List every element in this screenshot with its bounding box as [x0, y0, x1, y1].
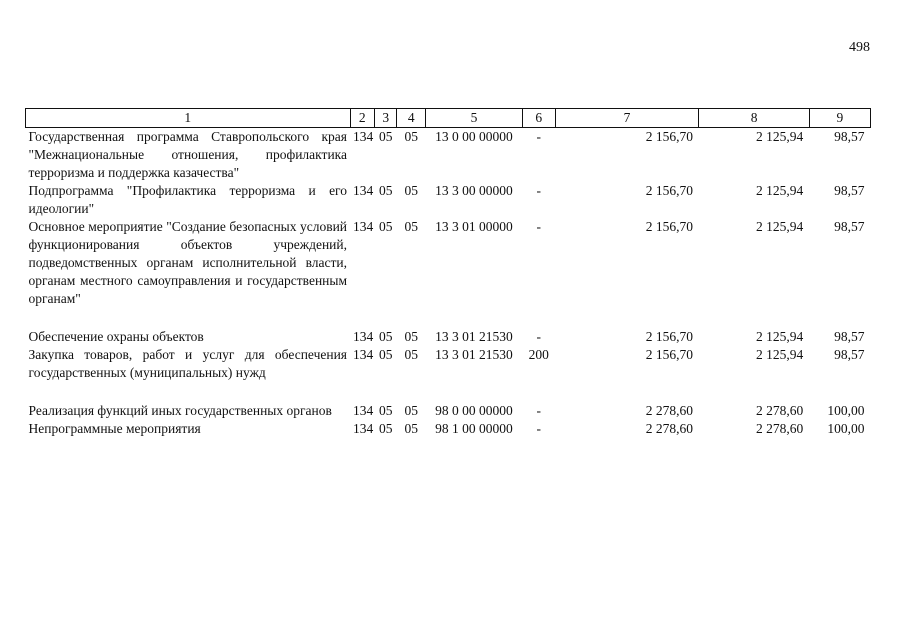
table-row: [26, 402, 871, 420]
row-target-article: 98 0 00 00000: [435, 403, 513, 418]
row-expense-type: -: [536, 129, 542, 144]
header-cell: 6: [522, 109, 555, 128]
row-subsection-code: 05: [404, 347, 418, 362]
row-actual: 2 278,60: [755, 421, 804, 436]
row-section-code: 05: [378, 347, 393, 362]
header-cell: 5: [426, 109, 523, 128]
table-row: [26, 420, 871, 438]
table-row: [26, 346, 871, 382]
row-expense-type: -: [536, 183, 542, 198]
row-subsection-code: 05: [404, 421, 418, 436]
row-planned: 2 156,70: [645, 219, 693, 234]
row-percent: 98,57: [834, 347, 865, 362]
header-cell: 1: [26, 109, 351, 128]
row-planned: 2 156,70: [645, 129, 693, 144]
row-expense-type: 200: [528, 347, 549, 362]
row-ministry-code: 134: [353, 219, 374, 234]
row-spacer: [26, 382, 871, 402]
row-subsection-code: 05: [404, 329, 418, 344]
row-percent: 98,57: [834, 219, 865, 234]
row-subsection-code: 05: [404, 403, 418, 418]
row-target-article: 13 3 01 21530: [435, 329, 513, 344]
row-expense-type: -: [536, 403, 542, 418]
row-spacer: [26, 308, 871, 328]
row-percent: 100,00: [827, 421, 865, 436]
row-actual: 2 125,94: [755, 183, 804, 198]
row-actual: 2 125,94: [755, 329, 804, 344]
row-actual: 2 125,94: [755, 347, 804, 362]
row-target-article: 13 3 01 00000: [435, 219, 513, 234]
row-actual: 2 278,60: [755, 403, 804, 418]
row-section-code: 05: [378, 403, 393, 418]
row-planned: 2 156,70: [645, 347, 693, 362]
row-target-article: 13 0 00 00000: [435, 129, 513, 144]
header-cell: 4: [397, 109, 426, 128]
header-row: [26, 109, 871, 128]
row-ministry-code: 134: [353, 129, 374, 144]
row-target-article: 98 1 00 00000: [435, 421, 513, 436]
header-cell: 9: [809, 109, 870, 128]
row-subsection-code: 05: [404, 183, 418, 198]
header-cell: 2: [350, 109, 374, 128]
row-planned: 2 278,60: [645, 421, 693, 436]
budget-table: [25, 108, 871, 438]
table-row: [26, 218, 871, 308]
row-ministry-code: 134: [353, 347, 374, 362]
row-percent: 98,57: [834, 129, 865, 144]
row-ministry-code: 134: [353, 183, 374, 198]
row-planned: 2 156,70: [645, 183, 693, 198]
row-section-code: 05: [378, 129, 393, 144]
row-subsection-code: 05: [404, 219, 418, 234]
row-planned: 2 278,60: [645, 403, 693, 418]
row-name: Подпрограмма "Профилактика терроризма и его идеологии": [28, 183, 348, 216]
header-cell: 7: [555, 109, 699, 128]
header-cell: 8: [699, 109, 809, 128]
row-planned: 2 156,70: [645, 329, 693, 344]
row-name: Обеспечение охраны объектов: [28, 329, 204, 344]
row-target-article: 13 3 00 00000: [435, 183, 513, 198]
row-section-code: 05: [378, 219, 393, 234]
row-name: Реализация функций иных государственных органов: [28, 403, 332, 418]
table-row: [26, 128, 871, 183]
row-section-code: 05: [378, 329, 393, 344]
row-target-article: 13 3 01 21530: [435, 347, 513, 362]
page-number: 498: [849, 40, 870, 55]
row-percent: 98,57: [834, 329, 865, 344]
header-cell: 3: [375, 109, 397, 128]
row-name: Основное мероприятие "Создание безопасных условий функционирования объектов учреждений, подведомственных органам исполнительной власти, органам местного самоуправления и государственным органам": [28, 219, 348, 306]
table-row: [26, 182, 871, 218]
row-name: Закупка товаров, работ и услуг для обеспечения государственных (муниципальных) нужд: [28, 347, 348, 380]
row-expense-type: -: [536, 421, 542, 436]
row-ministry-code: 134: [353, 329, 374, 344]
row-section-code: 05: [378, 183, 393, 198]
row-actual: 2 125,94: [755, 129, 804, 144]
row-ministry-code: 134: [353, 421, 374, 436]
row-percent: 98,57: [834, 183, 865, 198]
row-expense-type: -: [536, 219, 542, 234]
row-percent: 100,00: [827, 403, 865, 418]
row-expense-type: -: [536, 329, 542, 344]
row-name: Государственная программа Ставропольского края "Межнациональные отношения, профилактика терроризма и поддержка казачества": [28, 129, 348, 180]
row-subsection-code: 05: [404, 129, 418, 144]
row-ministry-code: 134: [353, 403, 374, 418]
row-name: Непрограммные мероприятия: [28, 421, 201, 436]
table-row: [26, 328, 871, 346]
row-section-code: 05: [378, 421, 393, 436]
row-actual: 2 125,94: [755, 219, 804, 234]
